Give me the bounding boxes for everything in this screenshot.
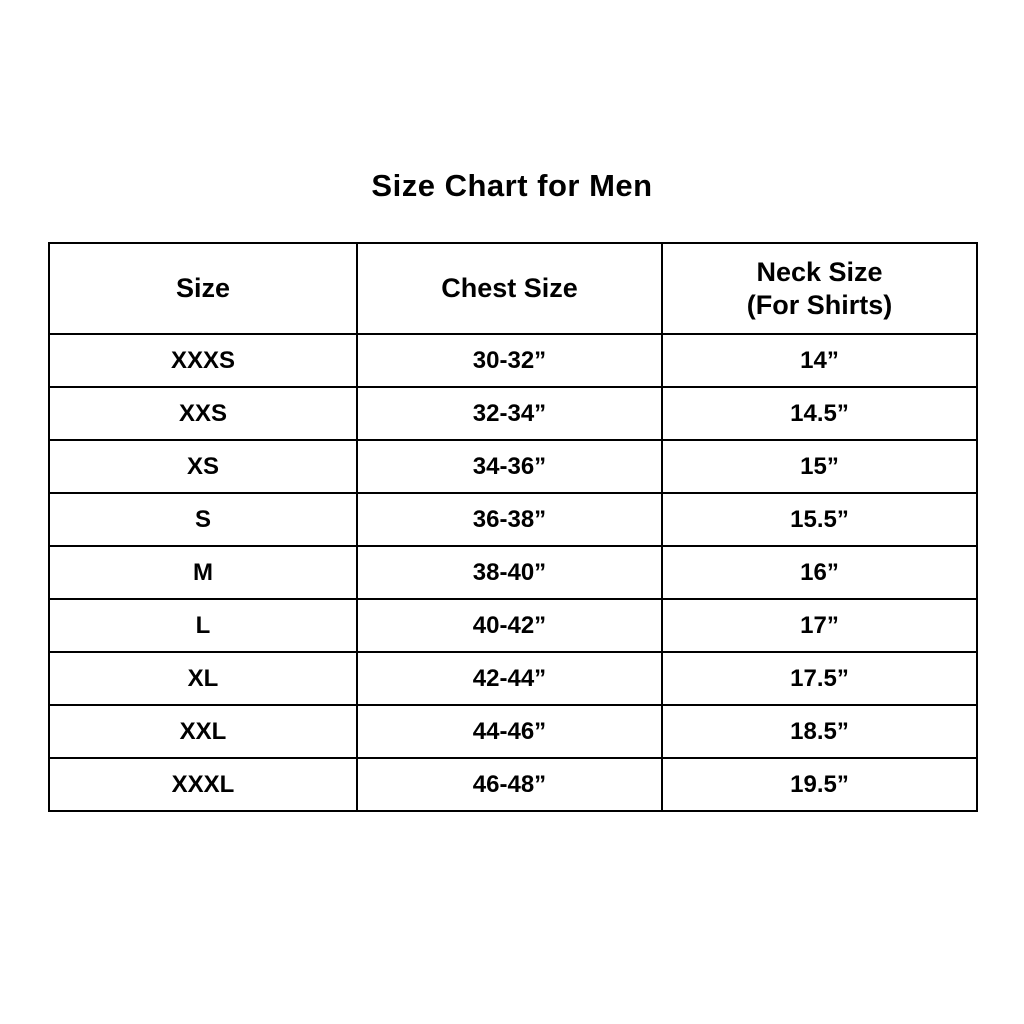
table-cell-size: S <box>49 493 357 546</box>
table-row <box>49 546 977 599</box>
table-cell-size: M <box>49 546 357 599</box>
table-cell-size: XXL <box>49 705 357 758</box>
table-body <box>49 334 977 811</box>
table-row <box>49 493 977 546</box>
table-cell-chest-size: 46-48” <box>357 758 662 811</box>
column-header-size-label: Size <box>175 273 231 304</box>
table-cell-chest-size: 32-34” <box>357 387 662 440</box>
table-cell-neck-size: 17” <box>662 599 977 652</box>
table-cell-chest-size: 42-44” <box>357 652 662 705</box>
table-row <box>49 705 977 758</box>
table-cell-neck-size: 17.5” <box>662 652 977 705</box>
table-row <box>49 599 977 652</box>
column-header-chest-size <box>357 243 662 334</box>
column-header-neck-size-label: Neck Size <box>756 257 883 288</box>
table-cell-chest-size: 38-40” <box>357 546 662 599</box>
table-cell-size: XS <box>49 440 357 493</box>
size-chart-table <box>48 242 978 812</box>
table-cell-size: XXS <box>49 387 357 440</box>
column-header-size <box>49 243 357 334</box>
table-row <box>49 652 977 705</box>
table-row <box>49 387 977 440</box>
table-cell-chest-size: 30-32” <box>357 334 662 387</box>
table-cell-neck-size: 15.5” <box>662 493 977 546</box>
column-header-neck-size <box>662 243 977 334</box>
table-cell-size: XXXL <box>49 758 357 811</box>
table-cell-size: L <box>49 599 357 652</box>
table-cell-neck-size: 19.5” <box>662 758 977 811</box>
table-cell-neck-size: 16” <box>662 546 977 599</box>
table-cell-chest-size: 36-38” <box>357 493 662 546</box>
column-header-neck-size-sublabel: (For Shirts) <box>746 289 893 320</box>
page-title: Size Chart for Men <box>371 168 653 203</box>
table-cell-neck-size: 14.5” <box>662 387 977 440</box>
table-header-row <box>49 243 977 334</box>
table-row <box>49 440 977 493</box>
table-header <box>49 243 977 334</box>
table-row <box>49 758 977 811</box>
table-cell-size: XL <box>49 652 357 705</box>
table-cell-neck-size: 14” <box>662 334 977 387</box>
table-cell-size: XXXS <box>49 334 357 387</box>
column-header-chest-size-label: Chest Size <box>441 273 578 304</box>
table-cell-chest-size: 34-36” <box>357 440 662 493</box>
table-cell-chest-size: 40-42” <box>357 599 662 652</box>
table-cell-neck-size: 18.5” <box>662 705 977 758</box>
table-row <box>49 334 977 387</box>
table-cell-chest-size: 44-46” <box>357 705 662 758</box>
table-cell-neck-size: 15” <box>662 440 977 493</box>
